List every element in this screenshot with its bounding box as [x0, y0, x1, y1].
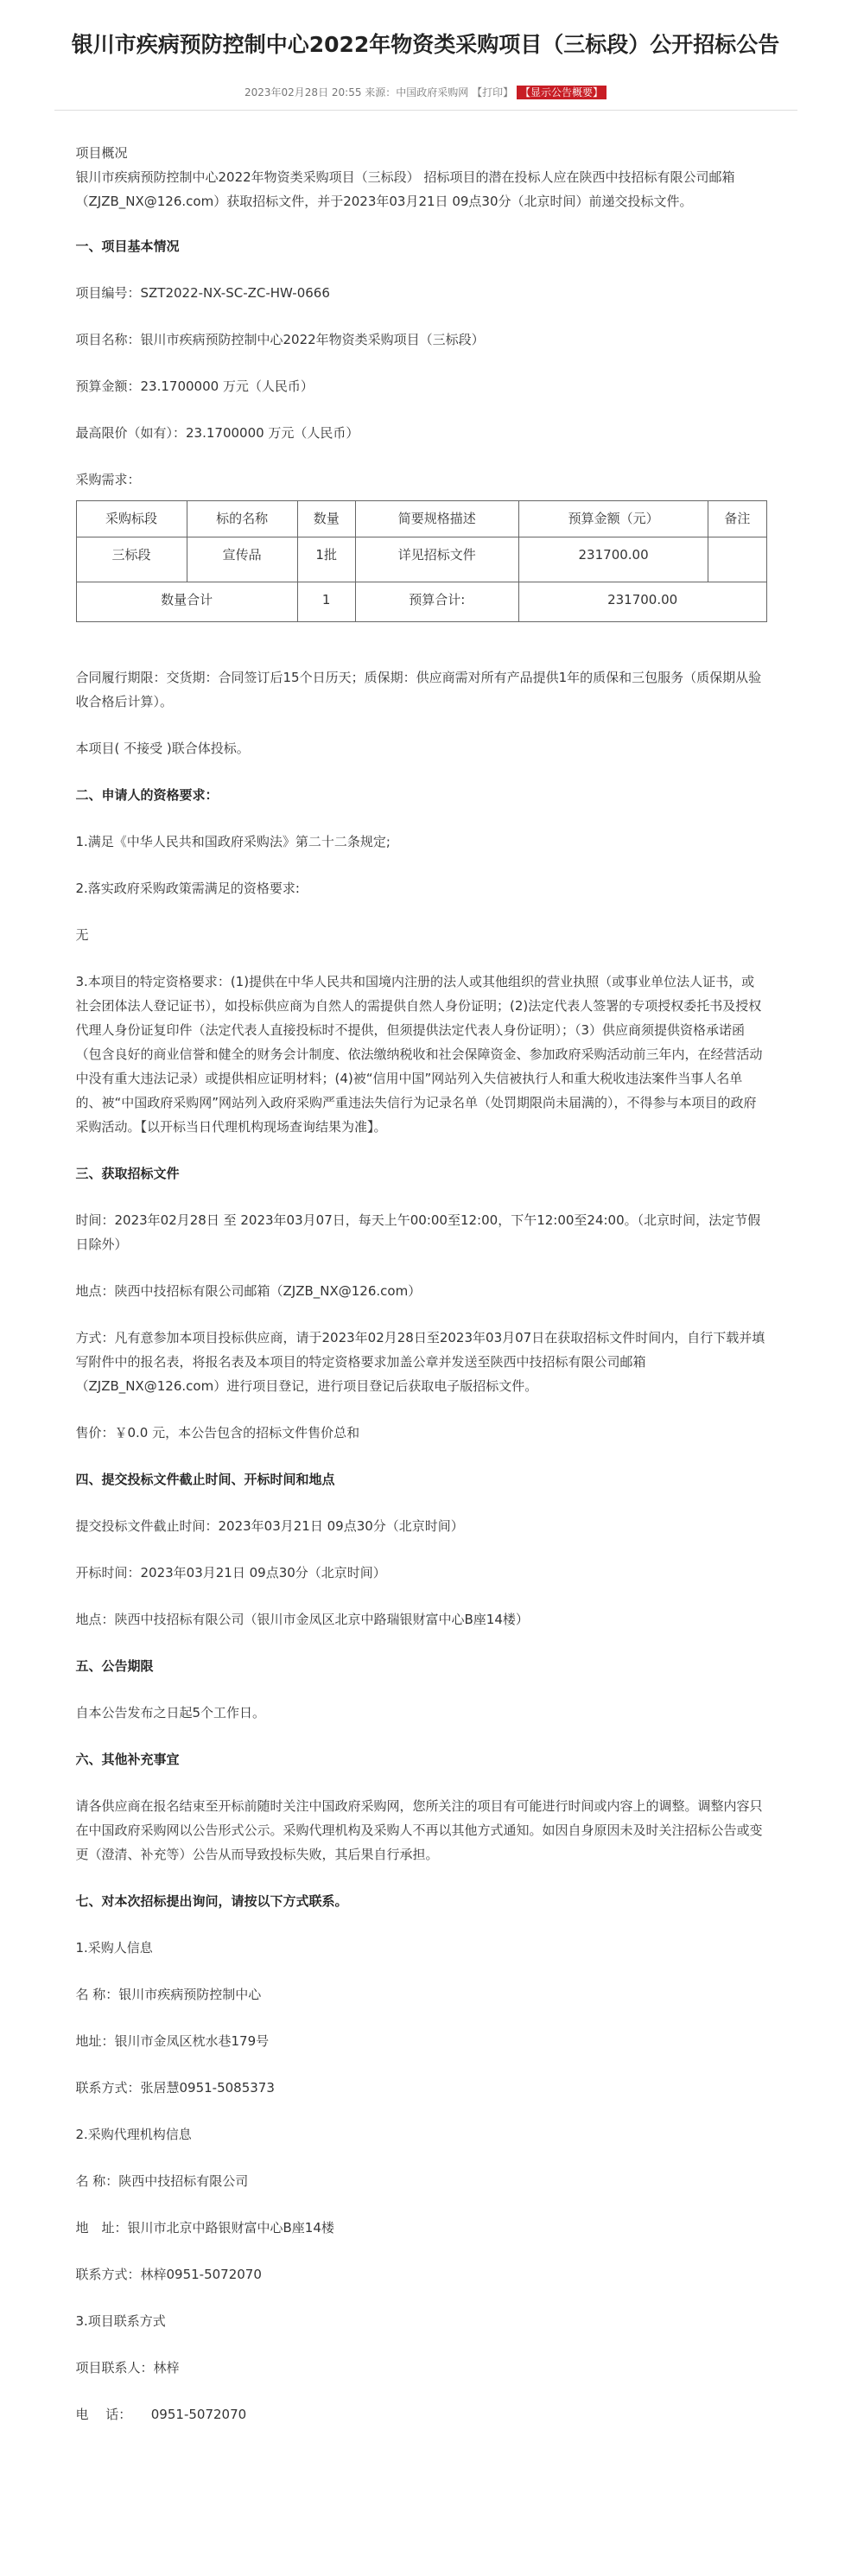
table-header: 备注	[708, 501, 766, 537]
table-cell: 1批	[297, 537, 355, 582]
opening-time: 开标时间：2023年03月21日 09点30分（北京时间）	[75, 1565, 386, 1581]
source-label: 来源：中国政府采购网	[365, 86, 469, 99]
table-cell	[708, 537, 766, 582]
contract-period: 合同履行期限：交货期：合同签订后15个日历天；质保期：供应商需对所有产品提供1年的质保和三包服务（质保期从验收合格后计算）。	[75, 670, 762, 709]
submission-deadline: 提交投标文件截止时间：2023年03月21日 09点30分（北京时间）	[75, 1518, 464, 1534]
purchaser-contact: 联系方式：张居慧0951-5085373	[75, 2080, 275, 2096]
project-contact-phone: 电 话： 0951-5072070	[75, 2407, 247, 2422]
purchaser-name: 名 称：银川市疾病预防控制中心	[75, 1987, 262, 2002]
total-quantity: 1	[297, 582, 355, 622]
section-5-heading: 五、公告期限	[75, 1658, 154, 1674]
notice-period: 自本公告发布之日起5个工作日。	[75, 1705, 266, 1721]
qualification-item-2: 2.落实政府采购政策需满足的资格要求:	[75, 881, 300, 896]
procurement-table	[76, 500, 767, 622]
show-summary-button[interactable]: 【显示公告概要】	[517, 86, 606, 99]
table-cell: 详见招标文件	[355, 537, 518, 582]
acquire-method: 方式：凡有意参加本项目投标供应商，请于2023年02月28日至2023年03月07日在获取招标文件时间内，自行下载并填写附件中的报名表，将报名表及本项目的特定资格要求加盖公章并发送至陕西中技招标有限公司邮箱（ZJZB_NX@126.com）进行项目登记，进行项目登记后获取电子版招标文件。	[75, 1330, 765, 1394]
document-price: 售价：￥0.0 元，本公告包含的招标文件售价总和	[75, 1425, 360, 1441]
table-header: 预算金额（元）	[518, 501, 708, 537]
meta-line	[54, 85, 797, 99]
total-budget: 231700.00	[518, 582, 766, 622]
section-4-heading: 四、提交投标文件截止时间、开标时间和地点	[75, 1472, 335, 1487]
acquire-time: 时间：2023年02月28日 至 2023年03月07日，每天上午00:00至12:00，下午12:00至24:00。（北京时间，法定节假日除外）	[75, 1212, 761, 1252]
total-budget-label: 预算合计:	[355, 582, 518, 622]
table-header: 采购标段	[76, 501, 187, 537]
overview-text: 银川市疾病预防控制中心2022年物资类采购项目（三标段） 招标项目的潜在投标人应在陕西中技招标有限公司邮箱（ZJZB_NX@126.com）获取招标文件，并于2023年03月21日 09点30分（北京时间）前递交投标文件。	[75, 169, 735, 209]
demand-label: 采购需求：	[75, 472, 141, 487]
table-header: 简要规格描述	[355, 501, 518, 537]
agency-title: 2.采购代理机构信息	[75, 2127, 192, 2142]
agency-address: 地 址：银川市北京中路银财富中心B座14楼	[75, 2220, 334, 2236]
total-label: 数量合计	[76, 582, 297, 622]
project-name: 项目名称：银川市疾病预防控制中心2022年物资类采购项目（三标段）	[75, 332, 485, 347]
max-price: 最高限价（如有）：23.1700000 万元（人民币）	[75, 425, 359, 441]
table-total-row	[76, 582, 766, 622]
supplementary-text: 请各供应商在报名结束至开标前随时关注中国政府采购网，您所关注的项目有可能进行时间或内容上的调整。调整内容只在中国政府采购网以公告形式公示。采购代理机构及采购人不再以其他方式通知。如因自身原因未及时关注招标公告或变更（澄清、补充等）公告从而导致投标失败，其后果自行承担。	[75, 1798, 763, 1862]
publish-datetime: 2023年02月28日 20:55	[244, 86, 362, 99]
table-cell: 231700.00	[518, 537, 708, 582]
table-header: 标的名称	[187, 501, 297, 537]
print-link[interactable]: 【打印】	[472, 86, 514, 99]
opening-place: 地点：陕西中技招标有限公司（银川市金凤区北京中路瑞银财富中心B座14楼）	[75, 1612, 529, 1627]
section-6-heading: 六、其他补充事宜	[75, 1752, 180, 1767]
qualification-none: 无	[75, 927, 89, 943]
table-row	[76, 537, 766, 582]
qualification-item-1: 1.满足《中华人民共和国政府采购法》第二十二条规定;	[75, 834, 391, 849]
budget-amount: 预算金额：23.1700000 万元（人民币）	[75, 378, 314, 394]
agency-name: 名 称：陕西中技招标有限公司	[75, 2173, 249, 2189]
section-3-heading: 三、获取招标文件	[75, 1166, 180, 1181]
table-header: 数量	[297, 501, 355, 537]
table-cell: 三标段	[76, 537, 187, 582]
project-contact-title: 3.项目联系方式	[75, 2313, 166, 2329]
table-cell: 宣传品	[187, 537, 297, 582]
section-1-heading: 一、项目基本情况	[75, 239, 180, 254]
purchaser-address: 地址：银川市金凤区枕水巷179号	[75, 2033, 270, 2049]
project-number: 项目编号：SZT2022-NX-SC-ZC-HW-0666	[75, 285, 330, 301]
agency-contact: 联系方式：林梓0951-5072070	[75, 2267, 262, 2282]
purchaser-title: 1.采购人信息	[75, 1940, 153, 1956]
acquire-place: 地点：陕西中技招标有限公司邮箱（ZJZB_NX@126.com）	[75, 1283, 422, 1299]
qualification-item-3: 3.本项目的特定资格要求：(1)提供在中华人民共和国境内注册的法人或其他组织的营业执照（或事业单位法人证书，或社会团体法人登记证书），如投标供应商为自然人的需提供自然人身份证明；(2)法定代表人签署的专项授权委托书及授权代理人身份证复印件（法定代表人直接投标时不提供，但须提供法定代表人身份证明）；（3）供应商须提供资格承诺函（包含良好的商业信誉和健全的财务会计制度、依法缴纳税收和社会保障资金、参加政府采购活动前三年内，在经营活动中没有重大违法记录）或提供相应证明材料；(4)被“信用中国”网站列入失信被执行人和重大税收违法案件当事人名单的、被“中国政府采购网”网站列入政府采购严重违法失信行为记录名单（处罚期限尚未届满的），不得参与本项目的政府采购活动。【以开标当日代理机构现场查询结果为准】。	[75, 974, 763, 1135]
page-title: 银川市疾病预防控制中心2022年物资类采购项目（三标段）公开招标公告	[71, 32, 780, 57]
notice-page	[54, 0, 797, 2427]
section-7-heading: 七、对本次招标提出询问，请按以下方式联系。	[75, 1893, 348, 1909]
project-contact-person: 项目联系人：林梓	[75, 2360, 180, 2376]
consortium-note: 本项目( 不接受 )联合体投标。	[75, 741, 250, 756]
title-divider	[54, 110, 797, 111]
overview-heading: 项目概况	[75, 145, 128, 161]
section-2-heading: 二、申请人的资格要求：	[75, 787, 219, 803]
notice-body	[54, 141, 797, 2427]
